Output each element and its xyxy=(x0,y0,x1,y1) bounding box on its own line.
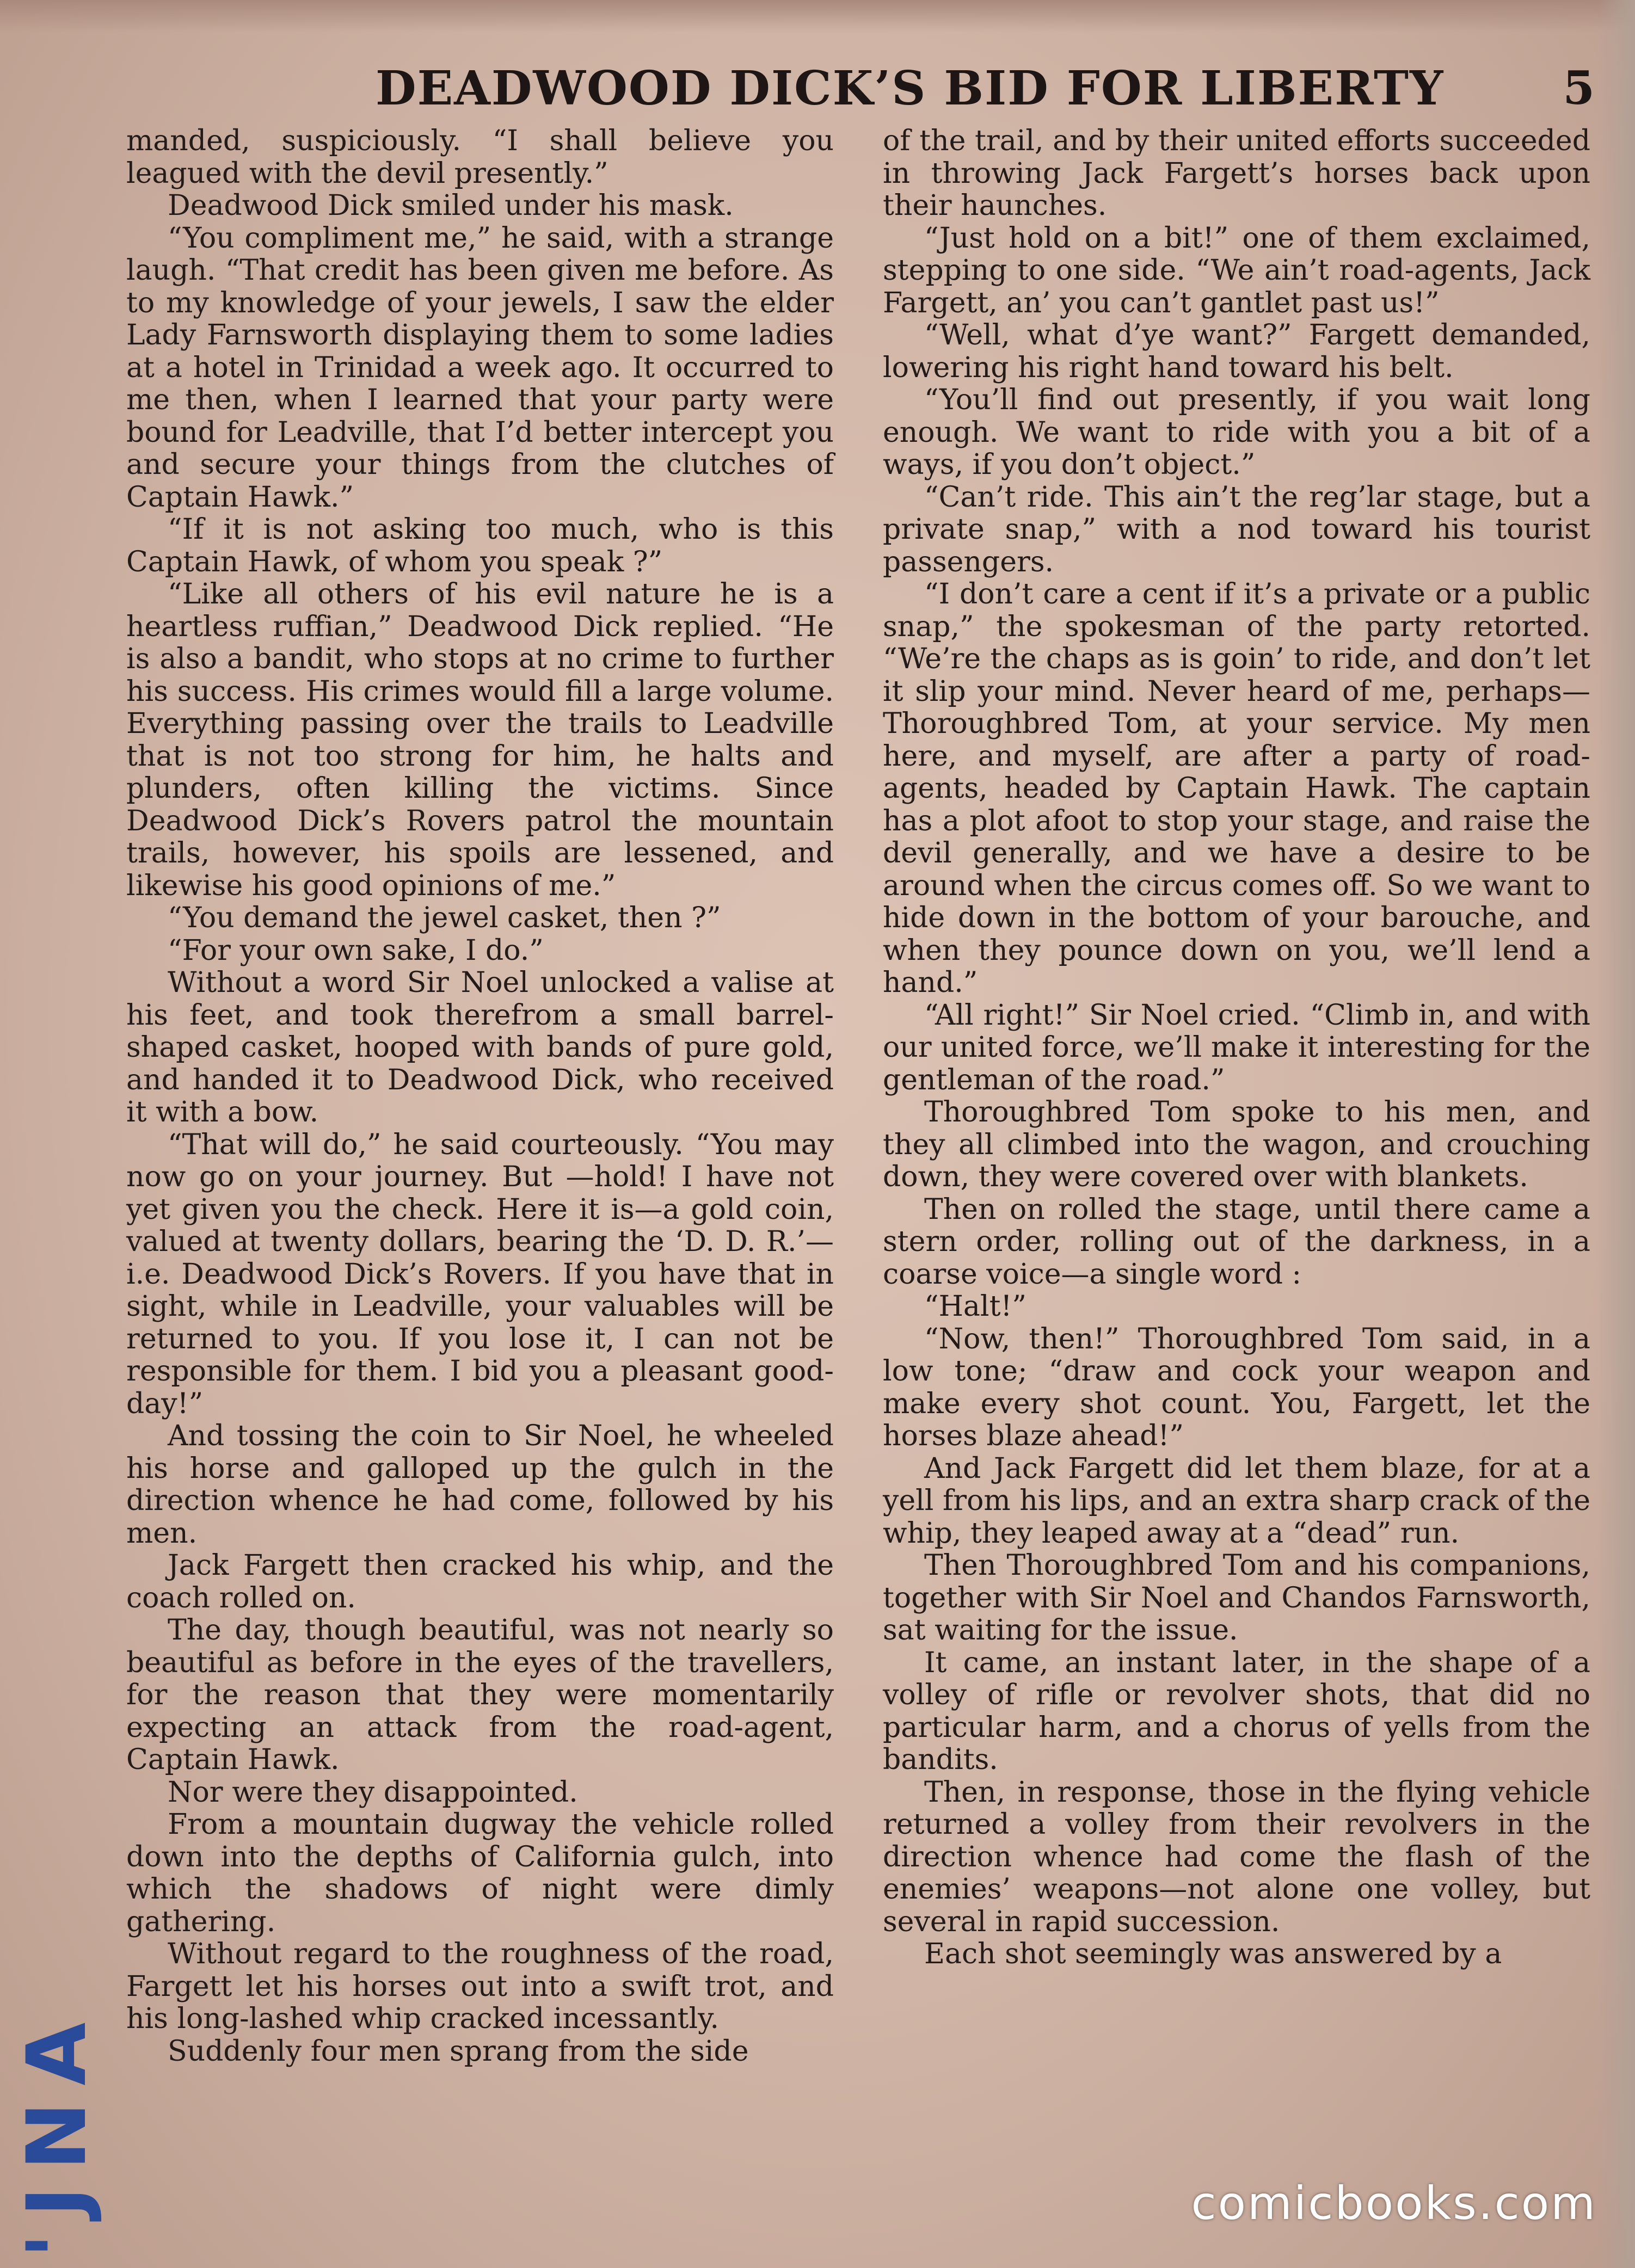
page-edge-shadow-right xyxy=(1597,0,1635,2268)
paragraph: of the trail, and by their united efforts succeeded in throwing Jack Fargett’s horses back upon their haunches. xyxy=(883,125,1590,222)
paragraph: Then Thoroughbred Tom and his companions, together with Sir Noel and Chandos Farnsworth, sat waiting for the issue. xyxy=(883,1549,1590,1647)
paragraph: Each shot seemingly was answered by a xyxy=(924,1938,1502,1970)
paragraph: “I don’t care a cent if it’s a private or a public snap,” the spokesman of the party retorted. “We’re the chaps as is goin’ to ride, and don’t let it slip your mind. Never heard of me, perhaps—Thoroughbred Tom, at your service. My men here, and myself, are after a party of road-agents, headed by Captain Hawk. The captain has a plot afoot to stop your stage, and raise the devil generally, and we have a desire to be around when the circus comes off. So we want to hide down in the bottom of your barouche, and when they pounce down on you, we’ll lend a hand.” xyxy=(883,578,1590,999)
paragraph: “That will do,” he said courteously. “You may now go on your journey. But —hold! I have not yet given you the check. Here it is—a gold coin, valued at twenty dollars, bearing the ‘D. D. R.’—i.e. Deadwood Dick’s Rovers. If you have that in sight, while in Leadville, your valuables will be returned to you. If you lose it, I can not be responsible for them. I bid you a pleasant good-day!” xyxy=(126,1128,834,1420)
paragraph: “Can’t ride. This ain’t the reg’lar stage, but a private snap,” with a nod toward his tourist passengers. xyxy=(883,480,1590,578)
paragraph: Without a word Sir Noel unlocked a valise at his feet, and took therefrom a small barrel-shaped casket, hooped with bands of pure gold, and handed it to Deadwood Dick, who received it with a bow. xyxy=(126,966,834,1129)
paragraph: Then, in response, those in the flying vehicle returned a volley from their revolvers in the direction whence had come the flash of the enemies’ weapons—not alone one volley, but several in rapid succession. xyxy=(883,1776,1590,1938)
paragraph: The day, though beautiful, was not nearly so beautiful as before in the eyes of the travellers, for the reason that they were momentarily expecting an attack from the road-agent, Captain Hawk. xyxy=(126,1614,834,1776)
paragraph: Then on rolled the stage, until there came a stern order, rolling out of the darkness, in a coarse voice—a single word : xyxy=(883,1193,1590,1291)
paragraph: “Well, what d’ye want?” Fargett demanded, lowering his right hand toward his belt. xyxy=(883,319,1590,384)
paragraph: “For your own sake, I do.” xyxy=(168,934,544,967)
paragraph: “You’ll find out presently, if you wait long enough. We want to ride with you a bit of a ways, if you don’t object.” xyxy=(883,384,1590,481)
paragraph: “Halt!” xyxy=(924,1290,1027,1323)
paragraph: Without regard to the roughness of the road, Fargett let his horses out into a swift trot, and his long-lashed whip cracked incessantly. xyxy=(126,1938,834,2035)
paragraph: “Now, then!” Thoroughbred Tom said, in a low tone; “draw and cock your weapon and make every shot count. You, Fargett, let the horses blaze ahead!” xyxy=(883,1322,1590,1452)
paragraph: It came, an instant later, in the shape of a volley of rifle or revolver shots, that did no particular harm, and a chorus of yells from the bandits. xyxy=(883,1646,1590,1776)
watermark-text: comicbooks.com xyxy=(1191,2177,1597,2230)
paragraph: “All right!” Sir Noel cried. “Climb in, and with our united force, we’ll make it interesting for the gentleman of the road.” xyxy=(883,999,1590,1096)
paragraph: Thoroughbred Tom spoke to his men, and they all climbed into the wagon, and crouching down, they were covered over with blankets. xyxy=(883,1096,1590,1193)
paragraph: manded, suspiciously. “I shall believe you leagued with the devil presently.” xyxy=(126,125,834,190)
paragraph: Deadwood Dick smiled under his mask. xyxy=(168,189,734,222)
paragraph: Jack Fargett then cracked his whip, and the coach rolled on. xyxy=(126,1549,834,1614)
margin-stamp: 'JNA xyxy=(10,2006,105,2258)
paragraph: “If it is not asking too much, who is this Captain Hawk, of whom you speak ?” xyxy=(126,513,834,578)
paragraph: “Just hold on a bit!” one of them exclaimed, stepping to one side. “We ain’t road-agents, Jack Fargett, an’ you can’t gantlet past us!” xyxy=(883,221,1590,319)
paragraph: “Like all others of his evil nature he is a heartless ruffian,” Deadwood Dick replied. “He is also a bandit, who stops at no crime to further his success. His crimes would fill a large volume. Everything passing over the trails to Leadville that is not too strong for him, he halts and plunders, often killing the victims. Since Deadwood Dick’s Rovers patrol the mountain trails, however, his spoils are lessened, and likewise his good opinions of me.” xyxy=(126,578,834,902)
page-edge-shadow xyxy=(0,0,1635,33)
running-header xyxy=(125,61,1595,121)
left-text-column xyxy=(126,125,834,2068)
paragraph: “You compliment me,” he said, with a strange laugh. “That credit has been given me before. As to my knowledge of your jewels, I saw the elder Lady Farnsworth displaying them to some ladies at a hotel in Trinidad a week ago. It occurred to me then, when I learned that your party were bound for Leadville, that I’d better intercept you and secure your things from the clutches of Captain Hawk.” xyxy=(126,221,834,514)
paragraph: “You demand the jewel casket, then ?” xyxy=(168,902,721,934)
right-text-column xyxy=(883,125,1590,1971)
paragraph: From a mountain dugway the vehicle rolled down into the depths of California gulch, into which the shadows of night were dimly gathering. xyxy=(126,1808,834,1938)
page-number: 5 xyxy=(1563,61,1595,115)
paragraph: Suddenly four men sprang from the side xyxy=(168,2035,749,2068)
paragraph: Nor were they disappointed. xyxy=(168,1776,578,1809)
paragraph: And tossing the coin to Sir Noel, he wheeled his horse and galloped up the gulch in the direction whence he had come, followed by his men. xyxy=(126,1420,834,1550)
page-title: DEADWOOD DICK’S BID FOR LIBERTY xyxy=(376,61,1445,116)
paragraph: And Jack Fargett did let them blaze, for at a yell from his lips, and an extra sharp crack of the whip, they leaped away at a “dead” run. xyxy=(883,1452,1590,1550)
